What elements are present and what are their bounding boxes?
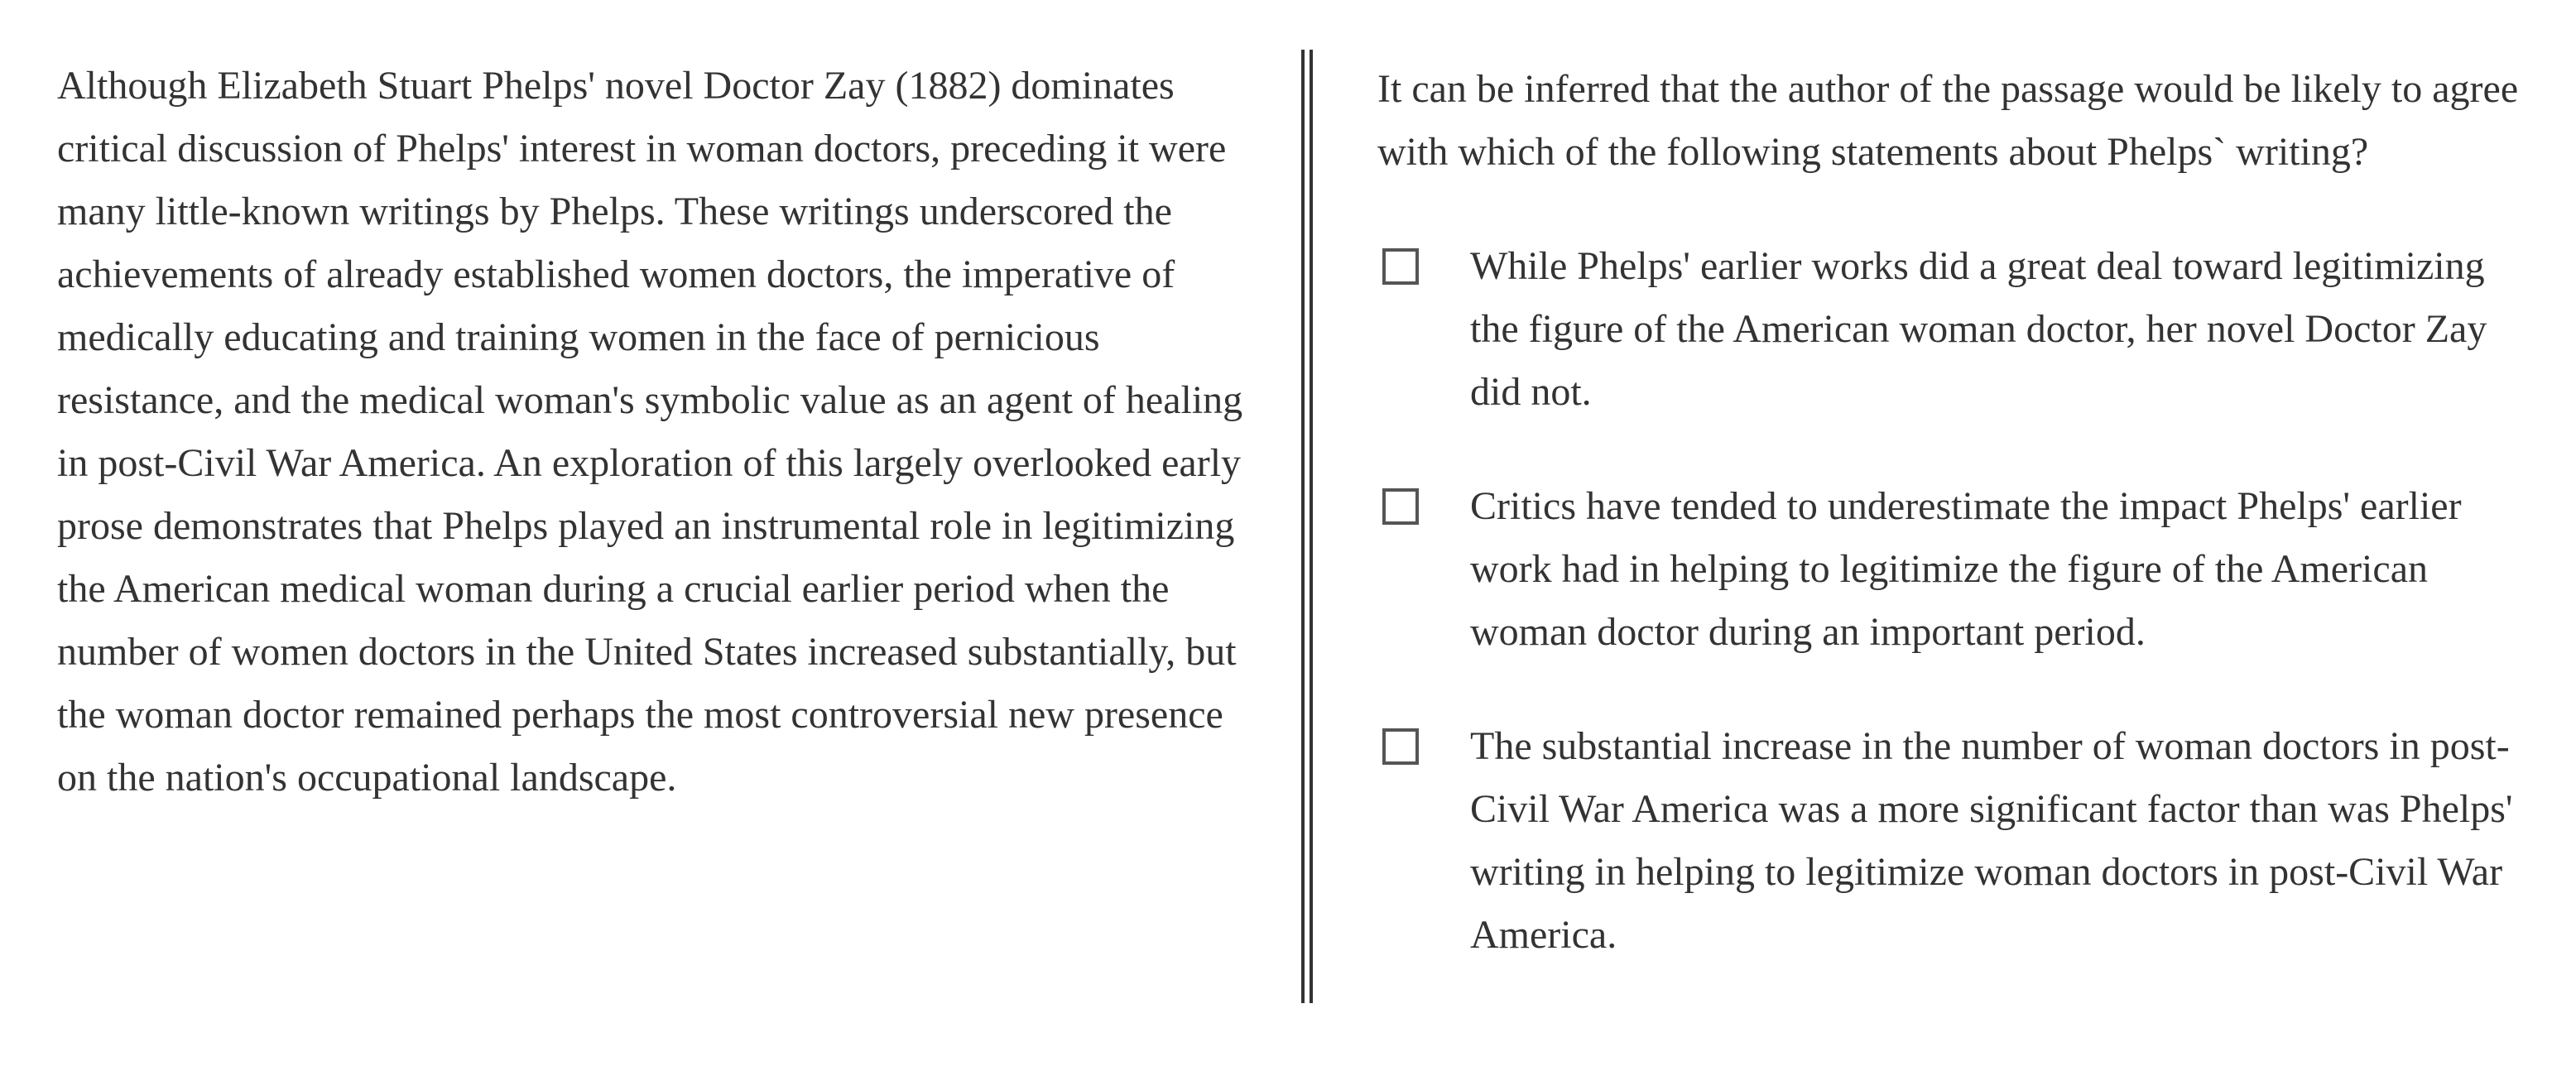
question-prompt: It can be inferred that the author of the passage would be likely to agree with which of the following statements about Phelps` writing?: [1377, 67, 2519, 174]
question-panel: [1377, 58, 2528, 1018]
answer-choice-a-label: While Phelps' earlier works did a great deal toward legitimizing the figure of the American woman doctor, her novel Doctor Zay did not.: [1470, 244, 2487, 414]
answer-choice-b[interactable]: [1377, 475, 2528, 664]
answer-choice-c[interactable]: [1377, 715, 2528, 967]
checkbox-a[interactable]: [1382, 248, 1419, 285]
checkbox-c[interactable]: [1382, 728, 1419, 765]
answer-choices: [1377, 235, 2528, 967]
answer-choice-b-label: Critics have tended to underestimate the impact Phelps' earlier work had in helping to legitimize the figure of the American woman doctor during an important period.: [1470, 484, 2462, 654]
answer-choice-c-label: The substantial increase in the number of woman doctors in post-Civil War America was a more significant factor than was Phelps' writing in helping to legitimize woman doctors in post-Civil War America.: [1470, 724, 2513, 957]
panel-divider: [1301, 50, 1313, 1003]
checkbox-b[interactable]: [1382, 488, 1419, 525]
answer-choice-a[interactable]: [1377, 235, 2528, 424]
reading-passage: Although Elizabeth Stuart Phelps' novel Doctor Zay (1882) dominates critical discussion of Phelps' interest in woman doctors, preceding it were many little-known writings by Phelps. These writings underscored the achievements of already established women doctors, the imperative of medically educating and training women in the face of pernicious resistance, and the medical woman's symbolic value as an agent of healing in post-Civil War America. An exploration of this largely overlooked early prose demonstrates that Phelps played an instrumental role in legitimizing the American medical woman during a crucial earlier period when the number of women doctors in the United States increased substantially, but the woman doctor remained perhaps the most controversial new presence on the nation's occupational landscape.: [57, 64, 1243, 800]
